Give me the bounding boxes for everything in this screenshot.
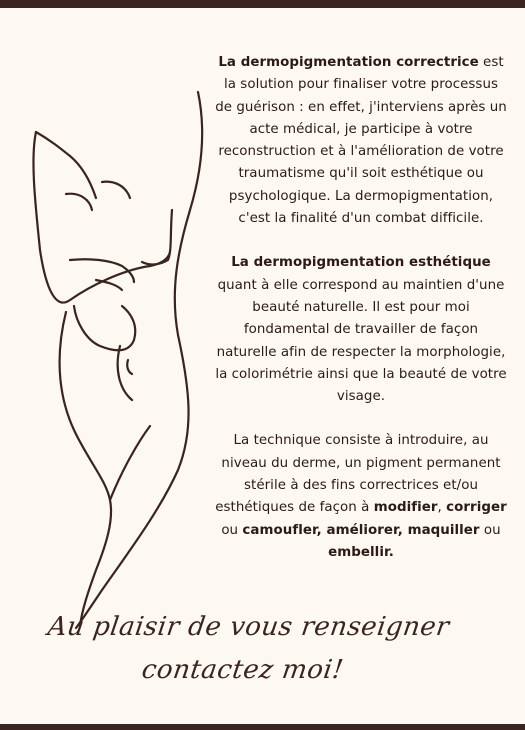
bottom-border	[0, 724, 525, 730]
closing-line-1: Au plaisir de vous renseigner	[45, 612, 452, 642]
paragraph-technique	[214, 430, 508, 564]
description-text	[214, 52, 508, 564]
paragraph-esthetique-body: quant à elle correspond au maintien d'une beauté naturelle. Il est pour moi fondamental de travailler de façon naturelle afin de respecter la morphologie, la colorimétrie ainsi que la beauté de votre visage.	[215, 277, 507, 405]
closing-line-2: contactez moi!	[139, 655, 346, 685]
keyword-corriger: corriger	[446, 500, 507, 516]
top-border	[0, 0, 525, 8]
paragraph-correctrice-lead: La dermopigmentation correctrice	[218, 55, 479, 70]
technique-sep-1: ,	[437, 500, 447, 516]
paragraph-correctrice-body: est la solution pour finaliser votre processus de guérison : en effet, j'interviens après un acte médical, je participe à votre reconstruction et à l'amélioration de votre traumatisme qu'il soit esthétique ou psychologique. La dermopigmentation, c'est la finalité d'un combat difficile.	[215, 55, 507, 227]
keyword-camoufler: camoufler, améliorer, maquiller	[242, 522, 480, 538]
paragraph-esthetique-lead: La dermopigmentation esthétique	[231, 255, 491, 271]
paragraph-correctrice	[214, 52, 508, 230]
keyword-modifier: modifier	[373, 500, 438, 516]
keyword-embellir: embellir.	[328, 544, 394, 560]
technique-sep-3: ou	[479, 522, 501, 538]
technique-intro: La technique consiste à introduire, au niveau du derme, un pigment permanent stérile à des fins correctrices et/ou esthétiques de façon à	[215, 433, 501, 516]
female-body-line-art-icon	[10, 70, 220, 630]
paragraph-esthetique	[214, 252, 508, 408]
technique-sep-2: ou	[221, 522, 243, 538]
